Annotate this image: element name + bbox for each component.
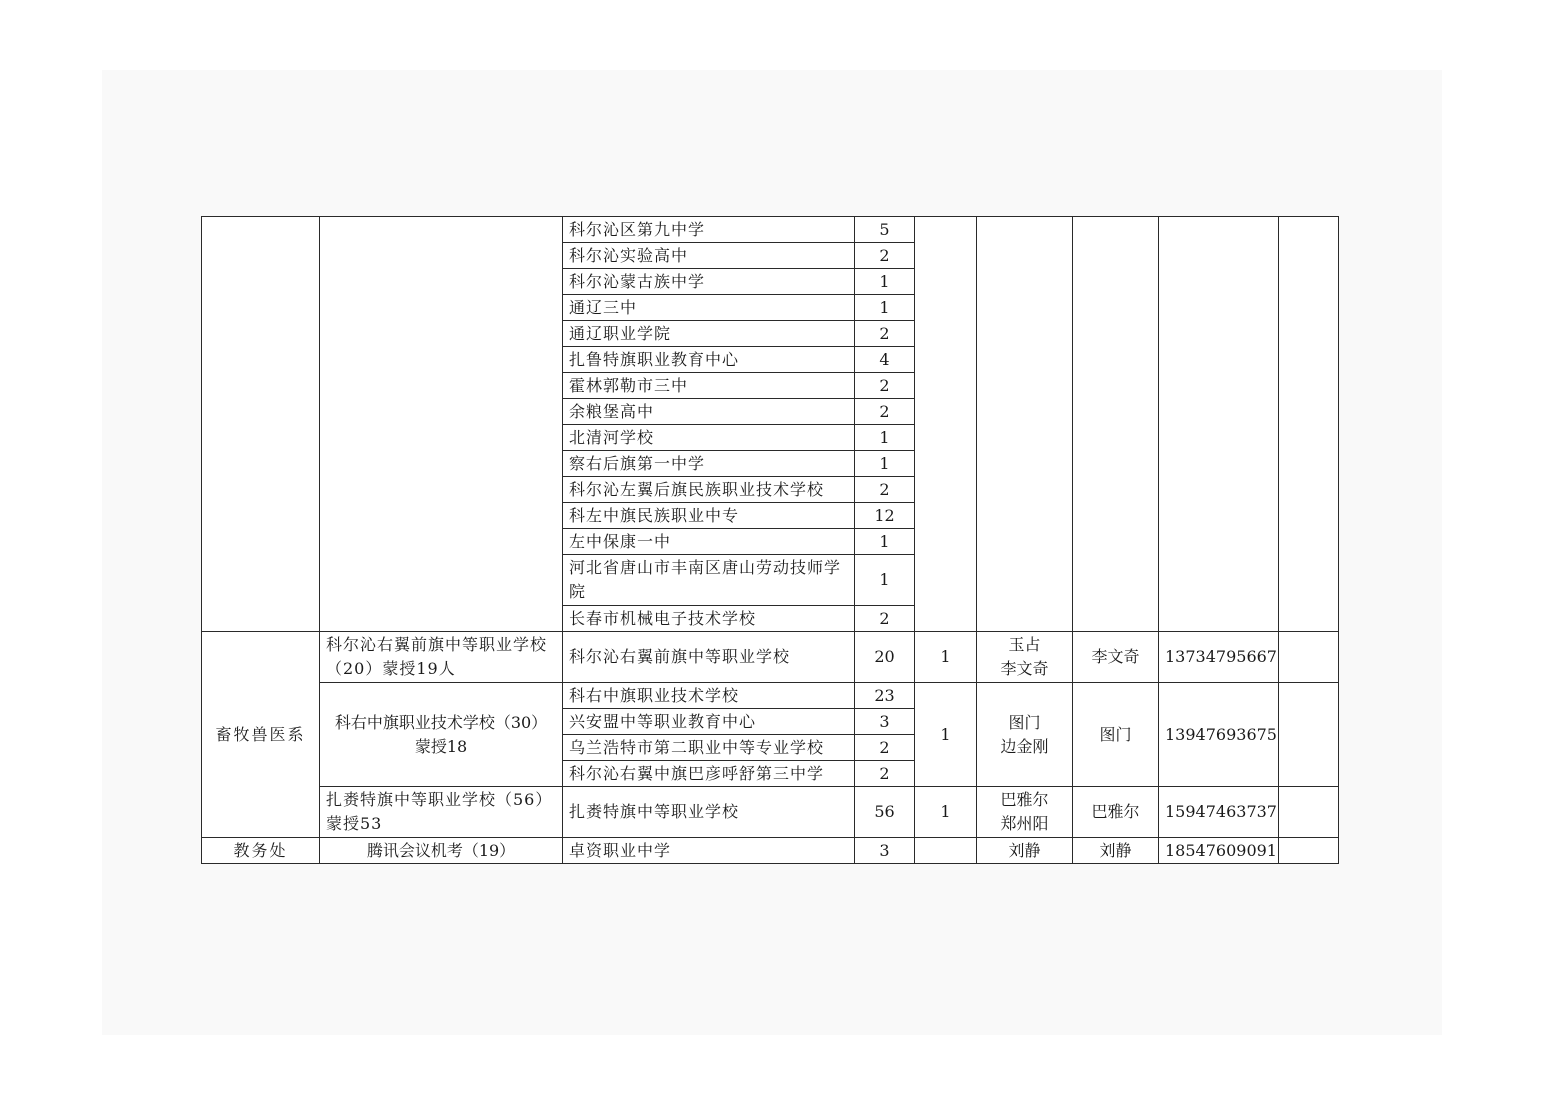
- school-cell: 科右中旗职业技术学校: [563, 683, 855, 709]
- table-row: [202, 787, 1339, 838]
- site-cell: 腾讯会议机考（19）: [320, 838, 563, 864]
- school-cell: 河北省唐山市丰南区唐山劳动技师学院: [563, 555, 855, 606]
- phone-cell: 15947463737: [1159, 787, 1279, 838]
- note-cell-empty: [1279, 217, 1339, 632]
- site-note: 蒙授53: [326, 814, 383, 833]
- note-cell-empty: [1279, 632, 1339, 683]
- contact-cell: 李文奇: [1073, 632, 1159, 683]
- dept-cell-empty: [202, 217, 320, 632]
- staff-cell: [977, 632, 1073, 683]
- count-cell: 23: [855, 683, 915, 709]
- school-cell: 科尔沁区第九中学: [563, 217, 855, 243]
- school-cell: 左中保康一中: [563, 529, 855, 555]
- dept-cell: 教务处: [202, 838, 320, 864]
- staff-name: 玉占: [1008, 635, 1041, 654]
- school-cell: 察右后旗第一中学: [563, 451, 855, 477]
- n-cell: 1: [915, 787, 977, 838]
- school-cell: 科尔沁实验高中: [563, 243, 855, 269]
- count-cell: 3: [855, 709, 915, 735]
- staff-cell-empty: [977, 217, 1073, 632]
- contact-cell-empty: [1073, 217, 1159, 632]
- count-cell: 20: [855, 632, 915, 683]
- school-cell: 通辽职业学院: [563, 321, 855, 347]
- contact-cell: 图门: [1073, 683, 1159, 787]
- school-cell: 霍林郭勒市三中: [563, 373, 855, 399]
- staff-cell: 刘静: [977, 838, 1073, 864]
- assignment-table: [201, 216, 1339, 864]
- table-row: [202, 683, 1339, 709]
- count-cell: 5: [855, 217, 915, 243]
- count-cell: 2: [855, 321, 915, 347]
- count-cell: 56: [855, 787, 915, 838]
- school-cell: 科尔沁左翼后旗民族职业技术学校: [563, 477, 855, 503]
- phone-cell: 13734795667: [1159, 632, 1279, 683]
- school-cell: 扎赉特旗中等职业学校: [563, 787, 855, 838]
- count-cell: 2: [855, 243, 915, 269]
- site-cell: [320, 787, 563, 838]
- staff-name: 李文奇: [1000, 659, 1049, 678]
- count-cell: 1: [855, 425, 915, 451]
- site-note: 蒙授18: [414, 736, 468, 756]
- site-cell-empty: [320, 217, 563, 632]
- count-cell: 2: [855, 477, 915, 503]
- school-cell: 科尔沁蒙古族中学: [563, 269, 855, 295]
- note-cell-empty: [1279, 787, 1339, 838]
- school-cell: 科尔沁右翼前旗中等职业学校: [563, 632, 855, 683]
- contact-cell: 刘静: [1073, 838, 1159, 864]
- school-cell: 长春市机械电子技术学校: [563, 606, 855, 632]
- school-cell: 科尔沁右翼中旗巴彦呼舒第三中学: [563, 761, 855, 787]
- school-cell: 扎鲁特旗职业教育中心: [563, 347, 855, 373]
- n-cell: 1: [915, 632, 977, 683]
- school-cell: 乌兰浩特市第二职业中等专业学校: [563, 735, 855, 761]
- school-cell: 兴安盟中等职业教育中心: [563, 709, 855, 735]
- count-cell: 1: [855, 295, 915, 321]
- phone-cell: 13947693675: [1159, 683, 1279, 787]
- table-row: [202, 838, 1339, 864]
- count-cell: 2: [855, 761, 915, 787]
- table-row: [202, 632, 1339, 683]
- count-cell: 3: [855, 838, 915, 864]
- site-name: 科右中旗职业技术学校（30）: [334, 712, 548, 732]
- staff-name: 图门: [1008, 712, 1041, 732]
- count-cell: 1: [855, 555, 915, 606]
- site-cell: [320, 683, 563, 787]
- staff-name: 边金刚: [1000, 736, 1049, 756]
- school-cell: 卓资职业中学: [563, 838, 855, 864]
- staff-cell: [977, 787, 1073, 838]
- count-cell: 2: [855, 735, 915, 761]
- school-cell: 余粮堡高中: [563, 399, 855, 425]
- contact-cell: 巴雅尔: [1073, 787, 1159, 838]
- count-cell: 2: [855, 373, 915, 399]
- phone-cell-empty: [1159, 217, 1279, 632]
- count-cell: 12: [855, 503, 915, 529]
- count-cell: 2: [855, 606, 915, 632]
- staff-name: 郑州阳: [1000, 814, 1049, 833]
- table-row: [202, 217, 1339, 243]
- n-cell-empty: [915, 838, 977, 864]
- count-cell: 1: [855, 451, 915, 477]
- count-cell: 1: [855, 529, 915, 555]
- staff-cell: [977, 683, 1073, 787]
- note-cell-empty: [1279, 683, 1339, 787]
- count-cell: 1: [855, 269, 915, 295]
- school-cell: 科左中旗民族职业中专: [563, 503, 855, 529]
- site-name: 扎赉特旗中等职业学校（56）: [326, 790, 553, 809]
- staff-name: 巴雅尔: [1000, 790, 1049, 809]
- dept-cell: 畜牧兽医系: [202, 632, 320, 838]
- n-cell: 1: [915, 683, 977, 787]
- count-cell: 4: [855, 347, 915, 373]
- note-cell-empty: [1279, 838, 1339, 864]
- school-cell: 通辽三中: [563, 295, 855, 321]
- n-cell-empty: [915, 217, 977, 632]
- phone-cell: 18547609091: [1159, 838, 1279, 864]
- count-cell: 2: [855, 399, 915, 425]
- site-cell: 科尔沁右翼前旗中等职业学校（20）蒙授19人: [320, 632, 563, 683]
- school-cell: 北清河学校: [563, 425, 855, 451]
